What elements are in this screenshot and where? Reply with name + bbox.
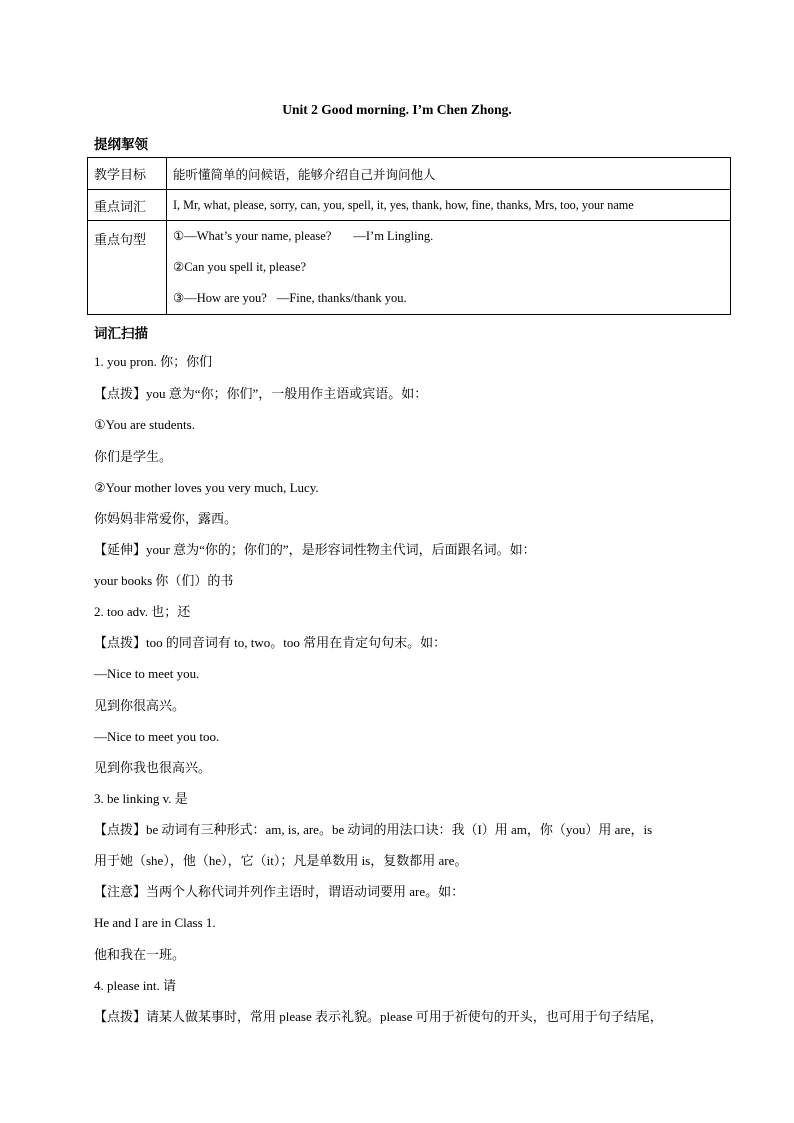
vocab-entry: 4. please int. 请: [94, 978, 176, 993]
example-translation: 见到你我也很高兴。: [94, 760, 212, 775]
example-sentence: He and I are in Class 1.: [94, 915, 216, 930]
outline-heading: 提纲挈领: [94, 137, 148, 152]
vocab-note: 【点拨】too 的同音词有 to, two。too 常用在肯定句句末。如：: [94, 635, 447, 650]
vocab-entry: 2. too adv. 也；还: [94, 604, 191, 619]
example-sentence: —Nice to meet you too.: [94, 729, 220, 744]
row-content: I, Mr, what, please, sorry, can, you, spell, it, yes, thank, how, fine, thanks, Mrs, too, your name: [167, 190, 731, 221]
pattern-question: ③—How are you?: [173, 291, 267, 305]
pattern-question: ①—What’s your name, please?: [173, 229, 332, 243]
example-translation: 见到你很高兴。: [94, 698, 186, 713]
row-label: 重点句型: [88, 221, 167, 315]
pattern-line: [173, 221, 724, 252]
row-label: 教学目标: [88, 158, 167, 190]
example-sentence: your books 你（们）的书: [94, 573, 234, 588]
pattern-answer: —I’m Lingling.: [353, 229, 434, 243]
vocab-note: 【点拨】be 动词有三种形式：am, is, are。be 动词的用法口诀：我（I）用 am，你（you）用 are，is: [94, 822, 653, 837]
pattern-line: [173, 252, 724, 283]
vocab-note: 用于她（she），他（he），它（it）；凡是单数用 is，复数都用 are。: [94, 853, 468, 868]
page-title: Unit 2 Good morning. I’m Chen Zhong.: [282, 102, 512, 117]
row-content: 能听懂简单的问候语，能够介绍自己并询问他人: [167, 158, 731, 190]
vocab-note: 【延伸】your 意为“你的；你们的”，是形容词性物主代词，后面跟名词。如：: [94, 542, 536, 557]
example-translation: 你妈妈非常爱你，露西。: [94, 511, 238, 526]
vocab-note: 【点拨】请某人做某事时，常用 please 表示礼貌。please 可用于祈使句的开头，也可用于句子结尾，: [94, 1009, 663, 1024]
table-row: [88, 190, 731, 221]
example-translation: 他和我在一班。: [94, 947, 186, 962]
pattern-answer: —Fine, thanks/thank you.: [276, 291, 407, 305]
pattern-line: [173, 283, 724, 314]
vocab-entry: 3. be linking v. 是: [94, 791, 188, 806]
example-sentence: —Nice to meet you.: [94, 666, 200, 681]
vocab-heading: 词汇扫描: [94, 326, 148, 341]
vocab-entry: 1. you pron. 你；你们: [94, 354, 213, 369]
row-label: 重点词汇: [88, 190, 167, 221]
example-translation: 你们是学生。: [94, 449, 173, 464]
example-sentence: ②Your mother loves you very much, Lucy.: [94, 480, 319, 495]
sentence-patterns: [167, 221, 731, 315]
example-sentence: ①You are students.: [94, 417, 195, 432]
table-row: [88, 158, 731, 190]
outline-table: [87, 157, 731, 315]
pattern-question: ②Can you spell it, please?: [173, 260, 307, 274]
table-row: [88, 221, 731, 315]
vocab-note: 【点拨】you 意为“你；你们”，一般用作主语或宾语。如：: [94, 386, 428, 401]
vocab-note: 【注意】当两个人称代词并列作主语时，谓语动词要用 are。如：: [94, 884, 465, 899]
